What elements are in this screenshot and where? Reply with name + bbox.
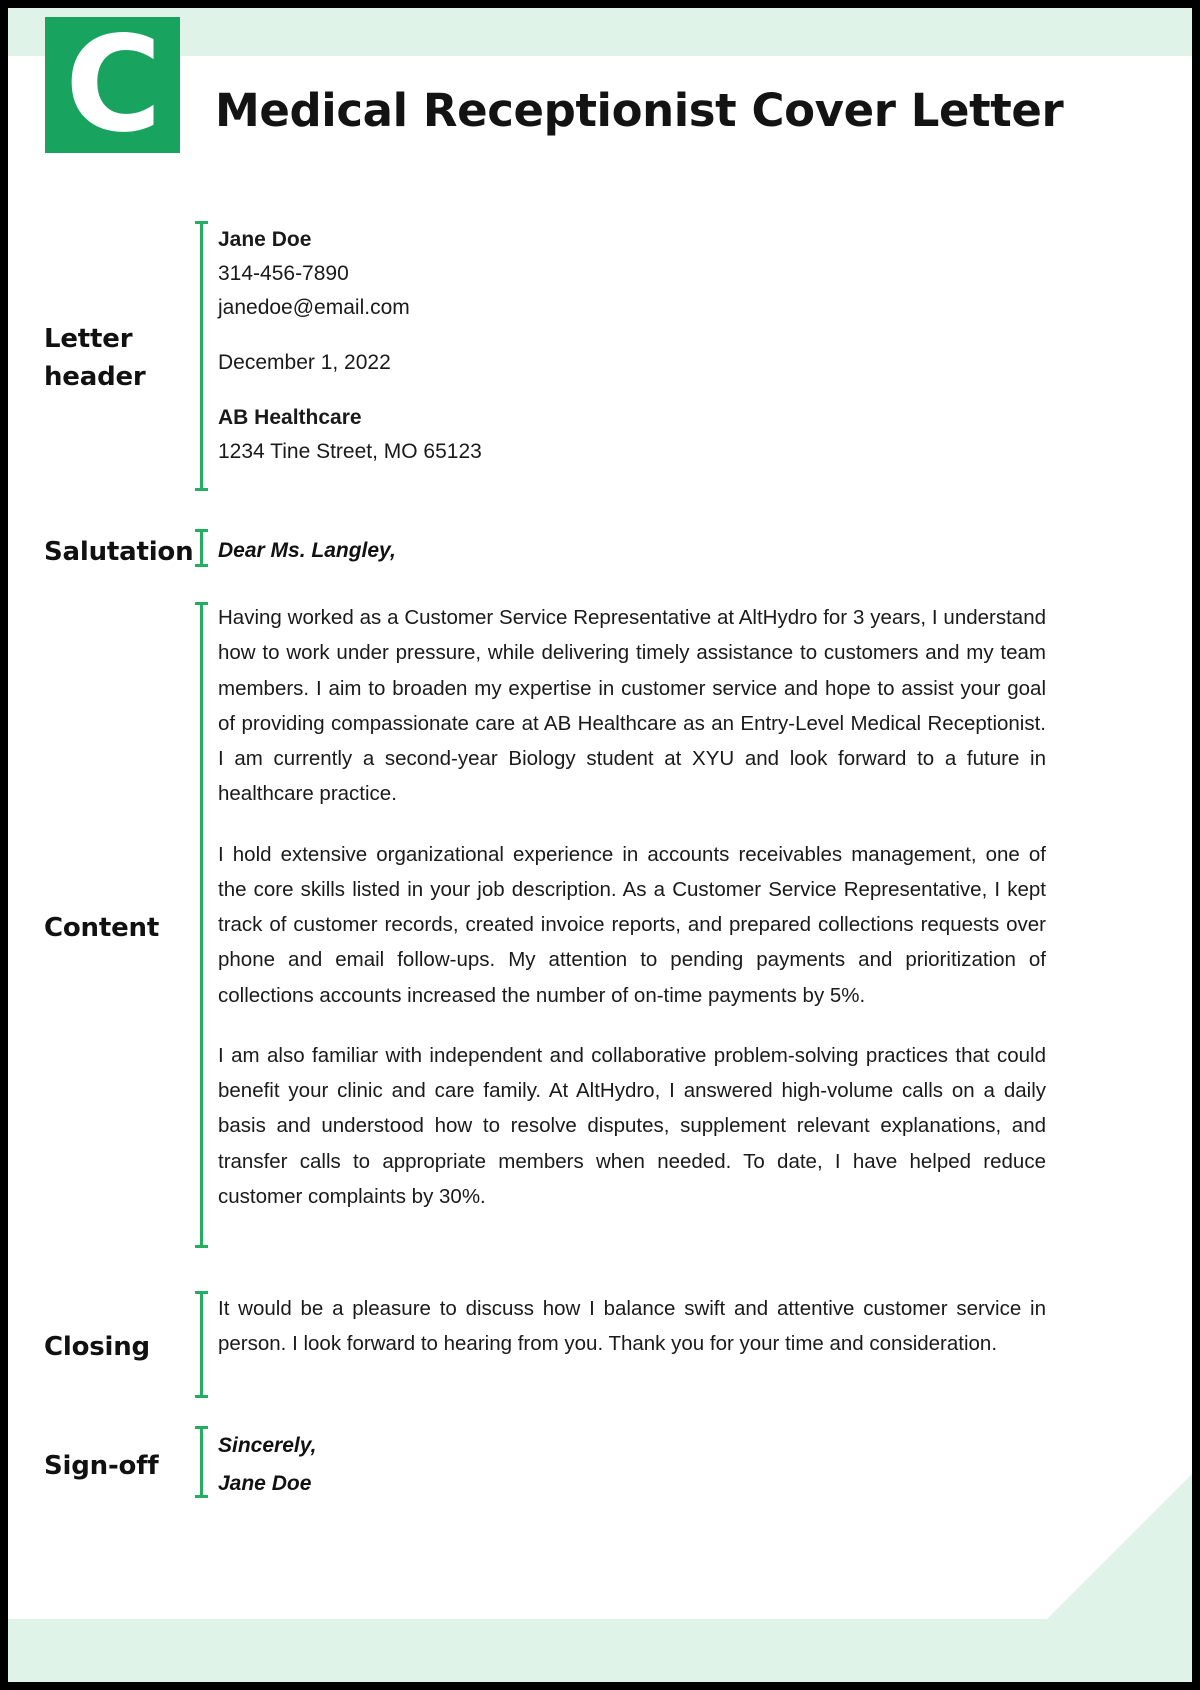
label-signoff: Sign-off (44, 1451, 159, 1481)
bracket-stem (200, 221, 203, 491)
label-letter-header (44, 321, 194, 396)
header-spacer-1 (218, 331, 1046, 352)
bracket-cap-bottom (195, 488, 208, 491)
label-letter-header-line2: header (44, 361, 146, 392)
sender-email: janedoe@email.com (218, 296, 410, 319)
salutation-block (218, 540, 1046, 561)
bracket-cap-bottom (195, 1495, 208, 1498)
bracket-stem (200, 1426, 203, 1498)
letter-date: December 1, 2022 (218, 351, 391, 374)
logo-letter-c: C (65, 8, 160, 162)
bracket-stem (200, 529, 203, 567)
bracket-cap-bottom (195, 1395, 208, 1398)
salutation-text: Dear Ms. Langley, (218, 539, 396, 562)
letter-header-block (218, 229, 1046, 475)
bracket-cap-bottom (195, 564, 208, 567)
bracket-salutation (193, 529, 209, 567)
label-closing: Closing (44, 1332, 150, 1362)
bracket-cap-bottom (195, 1245, 208, 1248)
recipient-address: 1234 Tine Street, MO 65123 (218, 440, 482, 463)
bracket-stem (200, 602, 203, 1248)
bracket-closing (193, 1291, 209, 1398)
bracket-content (193, 602, 209, 1248)
label-letter-header-line1: Letter (44, 324, 133, 354)
signoff-block (218, 1435, 1046, 1494)
bracket-letter-header (193, 221, 209, 491)
content-block (218, 600, 1046, 1214)
bracket-stem (200, 1291, 203, 1398)
top-mint-band (8, 8, 1192, 56)
bottom-mint-band (8, 1619, 1192, 1682)
signoff-name: Jane Doe (218, 1472, 312, 1495)
signoff-valediction: Sincerely, (218, 1434, 317, 1457)
header-spacer-2 (218, 386, 1046, 407)
body-paragraph-1: Having worked as a Customer Service Representative at AltHydro for 3 years, I understand how to work under pressure, while delivering timely assistance to customers and my team members. I aim to broaden my expertise in customer service and hope to assist your goal of providing compassionate care at AB Healthcare as an Entry-Level Medical Receptionist. I am currently a second-year Biology student at XYU and look forward to a future in healthcare practice. (218, 606, 1046, 806)
bracket-signoff (193, 1426, 209, 1498)
sender-name: Jane Doe (218, 228, 312, 251)
recipient-company: AB Healthcare (218, 406, 362, 429)
closing-text: It would be a pleasure to discuss how I balance swift and attentive customer service in person. I look forward to hearing from you. Thank you for your time and consideration. (218, 1297, 1046, 1356)
label-salutation: Salutation (44, 537, 194, 567)
cover-letter-page (8, 8, 1192, 1682)
corner-triangle-decoration (1047, 1474, 1192, 1619)
body-paragraph-2: I hold extensive organizational experience in accounts receivables management, one of the core skills listed in your job description. As a Customer Service Representative, I kept track of customer records, created invoice reports, and prepared collections requests over phone and email follow-ups. My attention to pending payments and prioritization of collections accounts increased the number of on-time payments by 5%. (218, 842, 1046, 1007)
label-content: Content (44, 913, 160, 943)
body-paragraph-3: I am also familiar with independent and collaborative problem-solving practices that could benefit your clinic and care family. At AltHydro, I answered high-volume calls on a daily basis and understood how to resolve disputes, supplement relevant explanations, and transfer calls to appropriate members when needed. To date, I have helped reduce customer complaints by 30%. (218, 1043, 1046, 1208)
brand-logo (45, 8, 180, 162)
page-title: Medical Receptionist Cover Letter (215, 84, 1064, 137)
closing-block (218, 1291, 1046, 1362)
sender-phone: 314-456-7890 (218, 262, 349, 285)
